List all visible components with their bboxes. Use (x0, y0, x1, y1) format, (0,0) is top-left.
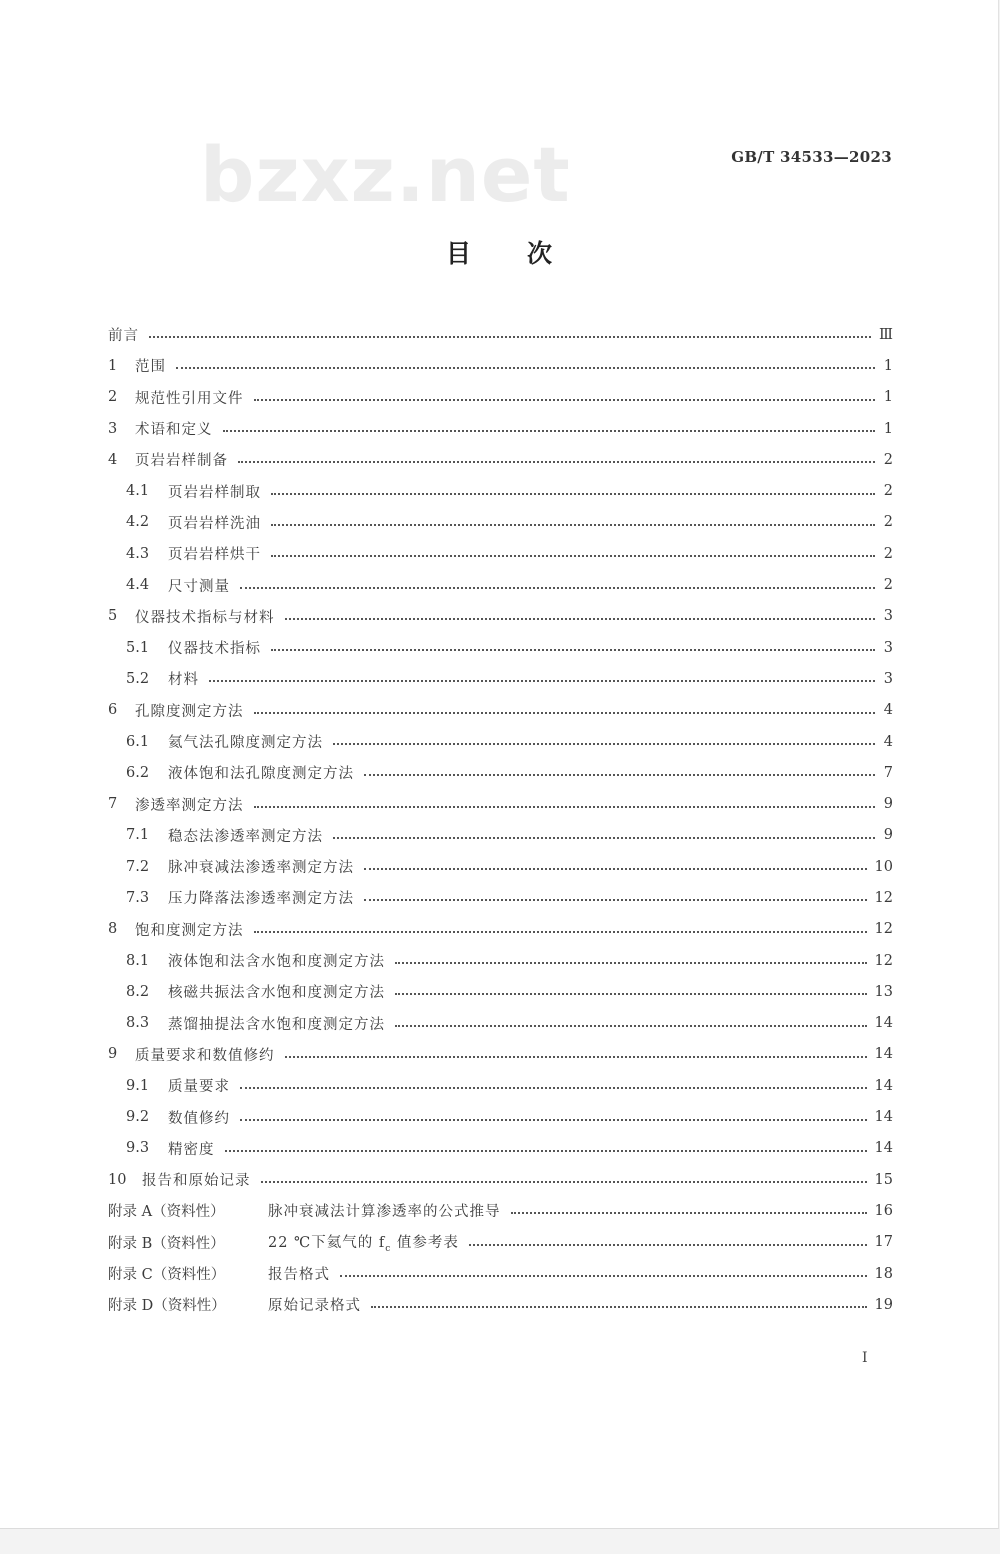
toc-entry[interactable] (108, 444, 893, 475)
toc-entry-title: 报告和原始记录 (142, 1173, 251, 1190)
toc-entry-title: 质量要求和数值修约 (135, 1047, 275, 1064)
toc-entry-number: 1 (108, 357, 118, 374)
dot-leader (364, 898, 867, 901)
toc-entry-number: 4 (108, 451, 118, 468)
watermark: bzxz.net (200, 130, 571, 219)
toc-entry[interactable] (108, 757, 893, 788)
table-of-contents (108, 319, 893, 1321)
page-title: 目 次 (445, 239, 554, 268)
toc-entry-page: 2 (883, 451, 893, 468)
toc-entry-page: 14 (874, 1015, 893, 1032)
toc-entry-number: 4.3 (126, 545, 150, 562)
toc-entry[interactable] (108, 914, 893, 945)
dot-leader (395, 992, 867, 995)
toc-entry[interactable] (108, 632, 893, 663)
toc-entry[interactable] (108, 569, 893, 600)
toc-entry-page: 14 (874, 1046, 893, 1063)
toc-entry-title: 蒸馏抽提法含水饱和度测定方法 (168, 1016, 385, 1033)
toc-entry-page: 1 (883, 357, 893, 374)
toc-entry-number: 7.2 (126, 858, 150, 875)
toc-entry-page: 14 (874, 1077, 893, 1094)
toc-entry[interactable] (108, 820, 893, 851)
dot-leader (371, 1305, 867, 1308)
dot-leader (149, 335, 871, 338)
dot-leader (511, 1211, 867, 1214)
dot-leader (240, 586, 875, 589)
dot-leader (469, 1243, 867, 1246)
toc-entry[interactable] (108, 475, 893, 506)
toc-entry[interactable] (108, 350, 893, 381)
toc-entry-page: 19 (874, 1296, 893, 1313)
toc-entry-title: 脉冲衰减法渗透率测定方法 (168, 860, 354, 877)
toc-entry-number: 8.2 (126, 983, 150, 1000)
toc-entry-page: 17 (874, 1234, 893, 1251)
dot-leader (223, 429, 876, 432)
toc-entry-title: 报告格式 (268, 1267, 330, 1284)
toc-entry[interactable] (108, 945, 893, 976)
toc-entry[interactable] (108, 1195, 893, 1226)
dot-leader (254, 805, 876, 808)
toc-entry-title: 饱和度测定方法 (135, 922, 244, 939)
toc-entry-page: 13 (874, 983, 893, 1000)
toc-entry-number: 9 (108, 1046, 118, 1063)
toc-entry[interactable] (108, 538, 893, 569)
toc-entry-page: 7 (883, 764, 893, 781)
toc-entry-page: 3 (883, 670, 893, 687)
toc-entry-number: 7.1 (126, 827, 150, 844)
toc-entry-number: 7 (108, 796, 118, 813)
standard-code: GB/T 34533—2023 (731, 148, 892, 166)
toc-entry-title: 液体饱和法孔隙度测定方法 (168, 766, 354, 783)
toc-entry-page: 16 (874, 1202, 893, 1219)
toc-entry-title: 液体饱和法含水饱和度测定方法 (168, 954, 385, 971)
toc-entry-number: 8.3 (126, 1015, 150, 1032)
toc-entry-number: 3 (108, 420, 118, 437)
toc-entry-title: 质量要求 (168, 1079, 230, 1096)
toc-entry-title: 22 ℃下氦气的 $f_c$ 值参考表 (268, 1234, 459, 1254)
toc-entry[interactable] (108, 726, 893, 757)
toc-entry-page: 4 (883, 733, 893, 750)
dot-leader (271, 523, 875, 526)
dot-leader (340, 1274, 867, 1277)
toc-entry-number: 8.1 (126, 952, 150, 969)
toc-entry[interactable] (108, 601, 893, 632)
toc-entry-title: 术语和定义 (135, 422, 213, 439)
dot-leader (271, 492, 875, 495)
dot-leader (395, 961, 867, 964)
toc-entry-title: 数值修约 (168, 1110, 230, 1127)
dot-leader (254, 398, 876, 401)
dot-leader (209, 679, 875, 682)
dot-leader (271, 648, 875, 651)
toc-entry-number: 5 (108, 608, 118, 625)
toc-entry-number: 8 (108, 921, 118, 938)
toc-entry-title: 渗透率测定方法 (135, 797, 244, 814)
toc-entry-number: 附录 D（资料性） (108, 1298, 226, 1315)
toc-entry[interactable] (108, 507, 893, 538)
toc-entry[interactable] (108, 1133, 893, 1164)
toc-entry[interactable] (108, 1258, 893, 1289)
toc-entry-page: 3 (883, 608, 893, 625)
dot-leader (285, 1055, 867, 1058)
toc-entry-number: 附录 B（资料性） (108, 1235, 225, 1252)
toc-entry-title: 仪器技术指标与材料 (135, 609, 275, 626)
toc-entry-number: 附录 C（资料性） (108, 1267, 226, 1284)
toc-entry[interactable] (108, 1289, 893, 1320)
toc-entry-number: 4.2 (126, 514, 150, 531)
toc-entry-title: 前言 (108, 328, 139, 345)
toc-entry[interactable] (108, 695, 893, 726)
dot-leader (395, 1024, 867, 1027)
toc-entry-title: 核磁共振法含水饱和度测定方法 (168, 985, 385, 1002)
dot-leader (176, 366, 875, 369)
toc-entry-number: 6 (108, 702, 118, 719)
toc-entry-title: 页岩岩样制备 (135, 453, 228, 470)
dot-leader (240, 1118, 867, 1121)
toc-entry-title: 精密度 (168, 1141, 215, 1158)
toc-entry[interactable] (108, 663, 893, 694)
page-number: I (862, 1350, 868, 1366)
toc-entry-title: 稳态法渗透率测定方法 (168, 828, 323, 845)
toc-entry[interactable] (108, 1008, 893, 1039)
toc-entry-title: 尺寸测量 (168, 578, 230, 595)
toc-entry-page: 9 (883, 827, 893, 844)
toc-entry-page: 12 (874, 889, 893, 906)
toc-entry-page: 2 (883, 483, 893, 500)
dot-leader (271, 554, 875, 557)
dot-leader (364, 867, 867, 870)
toc-entry[interactable] (108, 319, 893, 350)
toc-entry-page: 2 (883, 577, 893, 594)
toc-entry-number: 9.3 (126, 1140, 150, 1157)
toc-entry-page: 18 (874, 1265, 893, 1282)
toc-entry-number: 5.1 (126, 639, 150, 656)
toc-entry[interactable] (108, 1164, 893, 1195)
toc-entry-number: 9.2 (126, 1109, 150, 1126)
toc-entry-title: 压力降落法渗透率测定方法 (168, 891, 354, 908)
toc-entry-page: 2 (883, 514, 893, 531)
toc-entry[interactable] (108, 413, 893, 444)
toc-entry[interactable] (108, 882, 893, 913)
toc-entry-page: 14 (874, 1140, 893, 1157)
toc-entry[interactable] (108, 1101, 893, 1132)
toc-entry-number: 5.2 (126, 670, 150, 687)
toc-entry[interactable] (108, 1039, 893, 1070)
toc-entry-number: 6.1 (126, 733, 150, 750)
toc-entry-page: 15 (874, 1171, 893, 1188)
toc-entry-page: 2 (883, 545, 893, 562)
dot-leader (254, 930, 867, 933)
dot-leader (238, 460, 875, 463)
toc-entry-title: 规范性引用文件 (135, 390, 244, 407)
toc-entry-number: 4.4 (126, 577, 150, 594)
dot-leader (333, 836, 875, 839)
toc-entry-page: 12 (874, 952, 893, 969)
toc-entry-number: 9.1 (126, 1077, 150, 1094)
toc-entry[interactable] (108, 788, 893, 819)
toc-entry-title: 仪器技术指标 (168, 641, 261, 658)
toc-entry-title: 页岩岩样制取 (168, 484, 261, 501)
toc-entry[interactable] (108, 851, 893, 882)
toc-entry-title: 孔隙度测定方法 (135, 703, 244, 720)
toc-entry[interactable] (108, 976, 893, 1007)
toc-entry-page: 1 (883, 420, 893, 437)
toc-entry[interactable] (108, 1227, 893, 1258)
toc-entry-title: 材料 (168, 672, 199, 689)
toc-entry-title: 原始记录格式 (268, 1298, 361, 1315)
toc-entry-number: 4.1 (126, 483, 150, 500)
toc-entry-title: 页岩岩样烘干 (168, 547, 261, 564)
toc-entry-page: 3 (883, 639, 893, 656)
toc-entry-page: 12 (874, 921, 893, 938)
toc-entry-title: 氦气法孔隙度测定方法 (168, 735, 323, 751)
toc-entry-page: 9 (883, 796, 893, 813)
toc-entry-number: 附录 A（资料性） (108, 1204, 225, 1221)
dot-leader (225, 1149, 867, 1152)
toc-entry-page: 14 (874, 1109, 893, 1126)
dot-leader (240, 1086, 867, 1089)
dot-leader (285, 617, 876, 620)
toc-entry[interactable] (108, 382, 893, 413)
toc-entry-number: 10 (108, 1171, 127, 1188)
dot-leader (333, 742, 875, 745)
toc-entry-number: 6.2 (126, 764, 150, 781)
dot-leader (254, 711, 876, 714)
toc-entry-title: 范围 (135, 359, 166, 376)
toc-entry[interactable] (108, 1070, 893, 1101)
toc-entry-page: 4 (883, 702, 893, 719)
dot-leader (364, 773, 875, 776)
toc-entry-number: 2 (108, 389, 118, 406)
toc-entry-title: 脉冲衰减法计算渗透率的公式推导 (268, 1204, 501, 1221)
toc-entry-page: 10 (874, 858, 893, 875)
toc-entry-number: 7.3 (126, 889, 150, 906)
dot-leader (261, 1180, 867, 1183)
toc-entry-title: 页岩岩样洗油 (168, 515, 261, 532)
toc-entry-page: 1 (883, 389, 893, 406)
toc-entry-page: Ⅲ (879, 326, 893, 343)
